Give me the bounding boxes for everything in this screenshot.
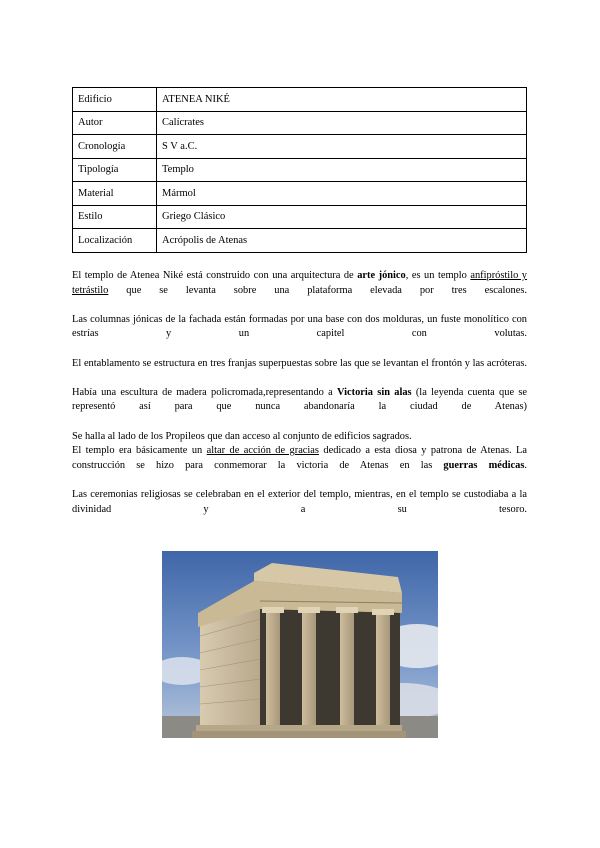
bold-term-arte-jonico: arte jónico bbox=[357, 270, 406, 281]
row-value: S V a.C. bbox=[157, 135, 527, 159]
column bbox=[266, 611, 280, 725]
info-table bbox=[72, 87, 527, 253]
table-row bbox=[73, 205, 527, 229]
column-capital bbox=[262, 607, 284, 613]
text-run: El templo de Atenea Niké está construido con una arquitectura de bbox=[72, 270, 358, 281]
paragraph-columns: Las columnas jónicas de la fachada están formadas por una base con dos molduras, un fuste monolítico con estrías y un capitel con volutas. bbox=[72, 313, 527, 340]
paragraph-architecture bbox=[72, 269, 527, 313]
temple-photo bbox=[162, 551, 438, 738]
row-label: Cronología bbox=[73, 135, 157, 159]
row-label: Localización bbox=[73, 229, 157, 253]
text-run: dedicado a esta diosa y patrona de Atenas. La construcción se hizo para conmemorar la victoria de Atenas en las bbox=[72, 445, 527, 471]
bold-term-guerras-medicas: guerras médicas bbox=[443, 459, 525, 471]
body-text bbox=[72, 269, 527, 532]
text-run: (la leyenda cuenta que se representó así para que nunca abandonaría la ciudad de Atenas) bbox=[72, 386, 527, 413]
column bbox=[302, 611, 316, 725]
row-label: Estilo bbox=[73, 205, 157, 229]
row-label: Edificio bbox=[73, 88, 157, 112]
table-row bbox=[73, 229, 527, 253]
row-label: Material bbox=[73, 182, 157, 206]
row-value: Mármol bbox=[157, 182, 527, 206]
row-value: Templo bbox=[157, 158, 527, 182]
paragraph-location: Se halla al lado de los Propileos que dan acceso al conjunto de edificios sagrados. bbox=[72, 430, 412, 442]
bold-term-victoria: Victoria sin alas bbox=[337, 386, 412, 398]
underlined-term-altar: altar de acción de gracias bbox=[206, 445, 319, 457]
text-run: Había una escultura de madera policromada,representando a bbox=[72, 386, 338, 398]
table-row bbox=[73, 158, 527, 182]
column-capital bbox=[298, 607, 320, 613]
row-value: Acrópolis de Atenas bbox=[157, 229, 527, 253]
steps bbox=[192, 731, 406, 738]
stylobate bbox=[196, 725, 402, 731]
column bbox=[376, 613, 390, 725]
table-row bbox=[73, 182, 527, 206]
row-value: ATENEA NIKÉ bbox=[157, 88, 527, 112]
row-label: Tipología bbox=[73, 158, 157, 182]
paragraph-entablature: El entablamento se estructura en tres franjas superpuestas sobre las que se levantan el frontón y las acróteras. bbox=[72, 357, 527, 369]
text-run: . bbox=[524, 459, 528, 471]
text-run: , es un templo bbox=[405, 270, 471, 281]
column-capital bbox=[372, 609, 394, 615]
table-row bbox=[73, 135, 527, 159]
paragraph-sculpture bbox=[72, 386, 527, 430]
column bbox=[340, 611, 354, 725]
text-run: que se levanta sobre una plataforma elevada por tres escalones. bbox=[108, 284, 527, 296]
underlined-term-anfiprostilo: anfipróstilo y tetrástilo bbox=[72, 270, 528, 296]
row-value: Griego Clásico bbox=[157, 205, 527, 229]
row-value: Calícrates bbox=[157, 111, 527, 135]
table-row bbox=[73, 111, 527, 135]
paragraph-ceremonies: Las ceremonias religiosas se celebraban en el exterior del templo, mientras, en el templo se custodiaba a la divinidad y a su tesoro. bbox=[72, 488, 527, 515]
text-run: El templo era básicamente un bbox=[72, 445, 207, 457]
temple-illustration bbox=[162, 551, 438, 738]
table-row bbox=[73, 88, 527, 112]
column-capital bbox=[336, 607, 358, 613]
paragraph-purpose bbox=[72, 444, 527, 488]
row-label: Autor bbox=[73, 111, 157, 135]
